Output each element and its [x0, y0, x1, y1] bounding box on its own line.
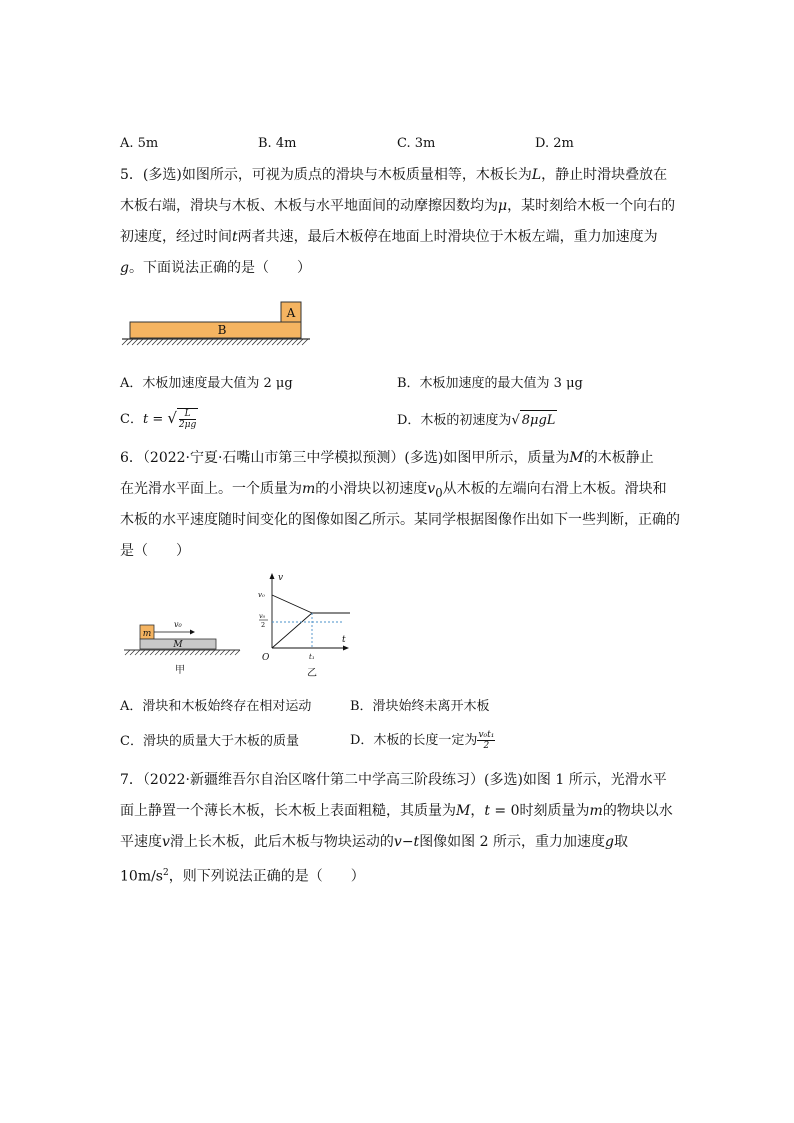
- ground-hatch-mark: [257, 339, 263, 345]
- ground-hatch-mark: [172, 339, 178, 345]
- q6-graph-label-half-num: v₀: [259, 612, 266, 620]
- q4-option-c: C. 3m: [397, 136, 436, 151]
- ground-hatch-mark: [140, 650, 145, 655]
- ground-hatch-mark: [287, 339, 293, 345]
- ground-hatch-mark: [232, 339, 238, 345]
- q6-option-d: D．木板的长度一定为 $\frac{\text{v₀t₁}}{2}$: [350, 730, 495, 751]
- ground-hatch-mark: [210, 650, 215, 655]
- ground-hatch-mark: [207, 339, 213, 345]
- ground-hatch-mark: [185, 650, 190, 655]
- ground-hatch-mark: [175, 650, 180, 655]
- ground-hatch-mark: [237, 339, 243, 345]
- ground-hatch-mark: [135, 650, 140, 655]
- ground-hatch-mark: [227, 339, 233, 345]
- ground-hatch-mark: [252, 339, 258, 345]
- ground-hatch-mark: [212, 339, 218, 345]
- q6-graph-label-t: t: [342, 635, 346, 645]
- q6-ground-hatch: [125, 650, 240, 655]
- ground-hatch-mark: [165, 650, 170, 655]
- q5-option-d: D．木板的初速度为√ 8μgL: [397, 410, 557, 431]
- ground-hatch-mark: [267, 339, 273, 345]
- q6-option-c: C．滑块的质量大于木板的质量: [120, 734, 299, 749]
- q5-line-3: 初速度，经过时间t两者共速，最后木板停在地面上时滑块位于木板左端，重力加速度为: [120, 229, 658, 245]
- q6-line-2: 在光滑水平面上。一个质量为m的小滑块以初速度$v_0$从木板的左端向右滑上木板。滑块和: [120, 481, 667, 500]
- ground-hatch-mark: [122, 339, 128, 345]
- q6-label-m: m: [142, 629, 152, 639]
- q6-graph-label-v: v: [278, 573, 284, 583]
- q5-ground-hatch: [122, 339, 308, 345]
- q4-option-d: D. 2m: [535, 136, 574, 151]
- q6-graph-label-t1: t₁: [309, 653, 315, 661]
- q6-graph-t-arrowhead: [343, 646, 349, 651]
- ground-hatch-mark: [220, 650, 225, 655]
- q6-graph-board-line: [272, 613, 312, 648]
- ground-hatch-mark: [150, 650, 155, 655]
- q4-option-a: A. 5m: [120, 136, 159, 151]
- ground-hatch-mark: [292, 339, 298, 345]
- q6-graph-label-O: O: [262, 653, 270, 663]
- ground-hatch-mark: [192, 339, 198, 345]
- ground-hatch-mark: [137, 339, 143, 345]
- ground-hatch-mark: [127, 339, 133, 345]
- q6-label-M: M: [173, 640, 183, 650]
- ground-hatch-mark: [230, 650, 235, 655]
- ground-hatch-mark: [180, 650, 185, 655]
- q5-figure: [118, 300, 314, 352]
- ground-hatch-mark: [205, 650, 210, 655]
- q6-line-4: 是（ ）: [120, 543, 190, 559]
- ground-hatch-mark: [152, 339, 158, 345]
- ground-hatch-mark: [200, 650, 205, 655]
- q7-line-2: 面上静置一个薄长木板，长木板上表面粗糙，其质量为M，t = 0时刻质量为m的物块以水: [120, 803, 673, 819]
- ground-hatch-mark: [125, 650, 130, 655]
- ground-hatch-mark: [160, 650, 165, 655]
- q6-label-v0: v₀: [174, 620, 182, 629]
- q6-figure-yi: [254, 570, 354, 682]
- ground-hatch-mark: [222, 339, 228, 345]
- ground-hatch-mark: [262, 339, 268, 345]
- ground-hatch-mark: [272, 339, 278, 345]
- ground-hatch-mark: [202, 339, 208, 345]
- q4-option-b: B. 4m: [258, 136, 297, 151]
- q6-label-yi: 乙: [307, 668, 317, 679]
- q7-line-1: 7．（2022·新疆维吾尔自治区喀什第二中学高三阶段练习）(多选)如图 1 所示，光滑水平: [120, 772, 667, 788]
- ground-hatch-mark: [142, 339, 148, 345]
- ground-hatch-mark: [132, 339, 138, 345]
- ground-hatch-mark: [235, 650, 240, 655]
- q5-option-b: B．木板加速度的最大值为 3 μg: [397, 376, 583, 391]
- q7-line-4: $10m/s^2$，则下列说法正确的是（ ）: [120, 868, 365, 885]
- q6-graph-label-v0: v₀: [258, 591, 265, 599]
- q6-line-3: 木板的水平速度随时间变化的图像如图乙所示。某同学根据图像作出如下一些判断，正确的: [120, 512, 680, 528]
- q5-board-b: [130, 322, 301, 338]
- ground-hatch-mark: [242, 339, 248, 345]
- ground-hatch-mark: [247, 339, 253, 345]
- ground-hatch-mark: [187, 339, 193, 345]
- ground-hatch-mark: [217, 339, 223, 345]
- ground-hatch-mark: [177, 339, 183, 345]
- q6-graph-slider-line: [272, 595, 312, 613]
- q6-option-b: B．滑块始终未离开木板: [350, 699, 490, 714]
- ground-hatch-mark: [145, 650, 150, 655]
- q6-label-jia: 甲: [175, 665, 185, 676]
- q5-line-4: g。下面说法正确的是（ ）: [120, 260, 311, 276]
- ground-hatch-mark: [225, 650, 230, 655]
- ground-hatch-mark: [195, 650, 200, 655]
- ground-hatch-mark: [190, 650, 195, 655]
- q6-option-a: A．滑块和木板始终存在相对运动: [120, 699, 312, 714]
- ground-hatch-mark: [155, 650, 160, 655]
- q6-line-1: 6．（2022·宁夏·石嘴山市第三中学模拟预测）(多选)如图甲所示，质量为M的木板静止: [120, 450, 654, 466]
- q5-option-a: A．木板加速度最大值为 2 μg: [120, 376, 293, 391]
- ground-hatch-mark: [277, 339, 283, 345]
- q6-graph-label-half-den: 2: [261, 621, 266, 629]
- q5-label-b: B: [217, 323, 227, 337]
- ground-hatch-mark: [197, 339, 203, 345]
- ground-hatch-mark: [167, 339, 173, 345]
- q6-figure-jia: [122, 615, 244, 679]
- q7-line-3: 平速度v滑上长木板，此后木板与物块运动的v−t图像如图 2 所示，重力加速度g取: [120, 834, 628, 850]
- ground-hatch-mark: [302, 339, 308, 345]
- ground-hatch-mark: [162, 339, 168, 345]
- q5-option-c: C．t = √ $\frac{L}{2\mu g}$: [120, 409, 197, 430]
- q5-line-1: 5．(多选)如图所示，可视为质点的滑块与木板质量相等，木板长为L，静止时滑块叠放在: [120, 167, 668, 183]
- ground-hatch-mark: [157, 339, 163, 345]
- ground-hatch-mark: [130, 650, 135, 655]
- q6-graph-v-arrowhead: [270, 573, 275, 579]
- ground-hatch-mark: [215, 650, 220, 655]
- ground-hatch-mark: [297, 339, 303, 345]
- q6-velocity-arrowhead: [190, 630, 195, 635]
- q5-label-a: A: [286, 306, 296, 320]
- ground-hatch-mark: [182, 339, 188, 345]
- ground-hatch-mark: [282, 339, 288, 345]
- ground-hatch-mark: [147, 339, 153, 345]
- ground-hatch-mark: [170, 650, 175, 655]
- q5-line-2: 木板右端，滑块与木板、木板与水平地面间的动摩擦因数均为μ，某时刻给木板一个向右的: [120, 198, 676, 214]
